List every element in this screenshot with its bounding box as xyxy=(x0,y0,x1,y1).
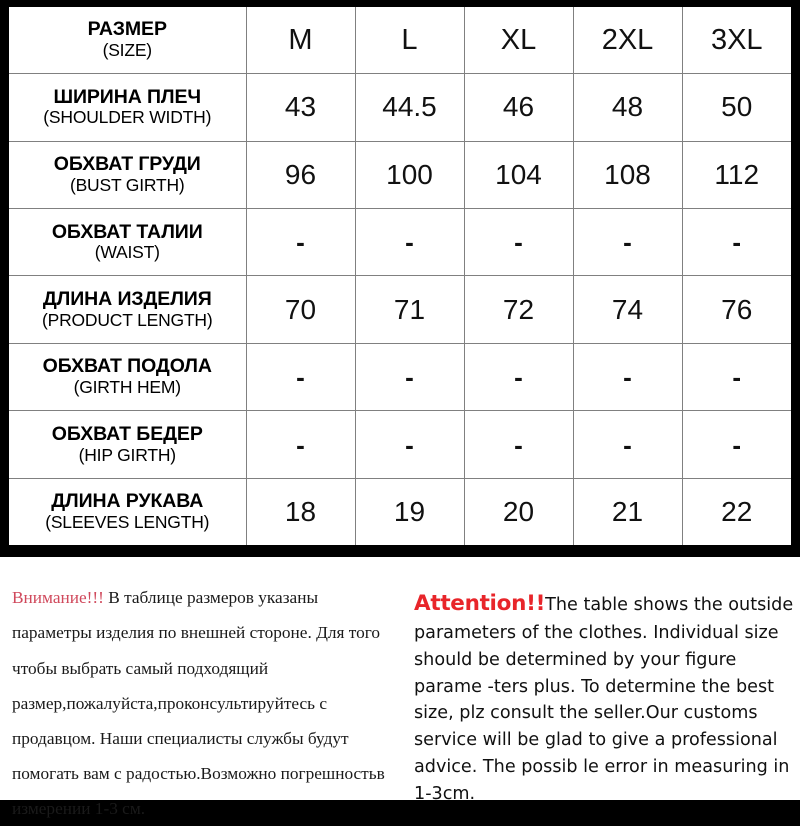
row-label-en: (SIZE) xyxy=(102,40,152,61)
table-row xyxy=(9,276,791,343)
cell-text: 48 xyxy=(611,91,644,123)
row-label-cell-hip-girth xyxy=(9,411,246,478)
cell-text: 21 xyxy=(611,495,644,527)
cell-text: 19 xyxy=(393,495,426,527)
row-label-en: (WAIST) xyxy=(94,242,160,263)
cell-text: - xyxy=(296,362,305,393)
cell-value xyxy=(682,74,791,141)
cell-value xyxy=(464,411,573,478)
table-row xyxy=(9,209,791,276)
row-label-ru: ОБХВАТ ПОДОЛА xyxy=(42,355,212,378)
column-header-3xl xyxy=(682,7,791,74)
cell-value xyxy=(246,141,355,208)
cell-text: - xyxy=(514,227,523,258)
row-label-cell-girth-hem xyxy=(9,343,246,410)
row-label-ru: ОБХВАТ БЕДЕР xyxy=(51,422,203,445)
cell-text: 43 xyxy=(284,91,317,123)
table-row xyxy=(9,141,791,208)
cell-value xyxy=(246,411,355,478)
row-label-en: (SLEEVES LENGTH) xyxy=(45,512,210,532)
cell-text: 72 xyxy=(502,293,535,325)
cell-value xyxy=(573,141,682,208)
cell-value xyxy=(682,209,791,276)
notice-english-body: The table shows the outside parameters of the clothes. Individual size should be determined by your figure parame -ters plus. To determine the best size, plz consult the seller.Our customs service will be glad to give a professional advice. The possib le error in measuring in 1-3cm. xyxy=(414,594,794,804)
cell-value xyxy=(682,343,791,410)
cell-text: 70 xyxy=(284,293,317,325)
column-header-label: 2XL xyxy=(601,23,654,56)
column-header-label: L xyxy=(401,23,418,56)
cell-text: - xyxy=(732,362,742,393)
row-label-cell-sleeves-length xyxy=(9,478,246,545)
cell-value xyxy=(355,343,464,410)
column-header-label: 3XL xyxy=(710,23,763,56)
cell-text: 22 xyxy=(721,495,753,527)
cell-value xyxy=(464,74,573,141)
cell-text: 76 xyxy=(721,293,753,325)
cell-value xyxy=(682,276,791,343)
cell-value xyxy=(573,74,682,141)
cell-text: 50 xyxy=(721,91,753,123)
row-label-ru: ОБХВАТ ГРУДИ xyxy=(53,153,201,176)
cell-text: - xyxy=(296,429,305,460)
row-label-cell-size xyxy=(9,7,246,74)
cell-value xyxy=(246,276,355,343)
cell-value xyxy=(464,209,573,276)
cell-value xyxy=(246,74,355,141)
cell-value xyxy=(464,343,573,410)
cell-text: - xyxy=(732,227,742,258)
row-label-ru: ОБХВАТ ТАЛИИ xyxy=(51,220,203,243)
column-header-xl xyxy=(464,7,573,74)
cell-value xyxy=(464,141,573,208)
table-row xyxy=(9,343,791,410)
size-table-region xyxy=(9,7,791,545)
row-label-cell-bust-girth xyxy=(9,141,246,208)
cell-value xyxy=(573,209,682,276)
cell-text: - xyxy=(623,429,632,460)
cell-value xyxy=(355,74,464,141)
cell-text: - xyxy=(405,429,414,460)
cell-text: 96 xyxy=(284,158,317,190)
cell-value xyxy=(573,478,682,545)
row-label-cell-waist xyxy=(9,209,246,276)
cell-text: 100 xyxy=(386,158,433,190)
cell-value xyxy=(464,276,573,343)
cell-text: 20 xyxy=(502,495,535,527)
cell-text: - xyxy=(405,362,414,393)
column-header-label: M xyxy=(288,23,313,56)
cell-value xyxy=(246,343,355,410)
table-row xyxy=(9,411,791,478)
cell-text: 46 xyxy=(502,91,535,123)
cell-value xyxy=(355,141,464,208)
column-header-m xyxy=(246,7,355,74)
row-label-en: (HIP GIRTH) xyxy=(78,444,176,465)
cell-text: - xyxy=(405,227,414,258)
notice-russian-body: В таблице размеров указаны параметры изделия по внешней стороне. Для того чтобы выбрать самый подходящий размер,пожалуйста,проконсультируйтесь с продавцом. Наши специалисты службы будут помогать вам с радостью.Возможно погрешностьв измерении 1-3 см. xyxy=(12,588,385,818)
cell-value xyxy=(246,478,355,545)
cell-text: - xyxy=(296,227,305,258)
cell-text: - xyxy=(514,429,523,460)
column-header-label: XL xyxy=(500,23,537,56)
column-header-2xl xyxy=(573,7,682,74)
row-label-ru: РАЗМЕР xyxy=(87,18,167,41)
cell-text: - xyxy=(623,362,632,393)
column-header-l xyxy=(355,7,464,74)
cell-value xyxy=(464,478,573,545)
row-label-en: (SHOULDER WIDTH) xyxy=(43,107,212,128)
table-row xyxy=(9,478,791,545)
cell-value xyxy=(682,478,791,545)
cell-value xyxy=(246,209,355,276)
table-header-row xyxy=(9,7,791,74)
row-label-cell-product-length xyxy=(9,276,246,343)
cell-text: 44.5 xyxy=(382,91,437,123)
cell-text: 71 xyxy=(393,293,426,325)
cell-value xyxy=(355,209,464,276)
cell-value xyxy=(355,276,464,343)
cell-text: 112 xyxy=(714,158,760,190)
row-label-ru: ШИРИНА ПЛЕЧ xyxy=(53,85,202,108)
cell-text: - xyxy=(732,429,742,460)
notice-english xyxy=(414,588,800,808)
cell-value xyxy=(682,141,791,208)
cell-value xyxy=(573,276,682,343)
notice-russian-highlight: Внимание!!! xyxy=(12,588,104,608)
row-label-en: (BUST GIRTH) xyxy=(69,174,185,195)
cell-text: - xyxy=(623,227,632,258)
notice-english-highlight: Attention!! xyxy=(414,590,546,616)
cell-value xyxy=(573,411,682,478)
row-label-en: (GIRTH HEM) xyxy=(73,377,181,398)
notice-region xyxy=(0,557,800,818)
cell-text: 18 xyxy=(284,495,317,527)
table-row xyxy=(9,74,791,141)
notice-russian xyxy=(12,580,400,826)
cell-text: 104 xyxy=(495,158,542,190)
cell-value xyxy=(355,411,464,478)
cell-value xyxy=(573,343,682,410)
row-label-ru: ДЛИНА РУКАВА xyxy=(51,490,204,513)
row-label-en: (PRODUCT LENGTH) xyxy=(41,309,213,330)
cell-text: 74 xyxy=(611,293,644,325)
row-label-cell-shoulder-width xyxy=(9,74,246,141)
cell-text: - xyxy=(514,362,523,393)
cell-value xyxy=(682,411,791,478)
row-label-ru: ДЛИНА ИЗДЕЛИЯ xyxy=(42,287,212,310)
cell-text: 108 xyxy=(604,158,651,190)
size-table xyxy=(9,7,791,545)
cell-value xyxy=(355,478,464,545)
